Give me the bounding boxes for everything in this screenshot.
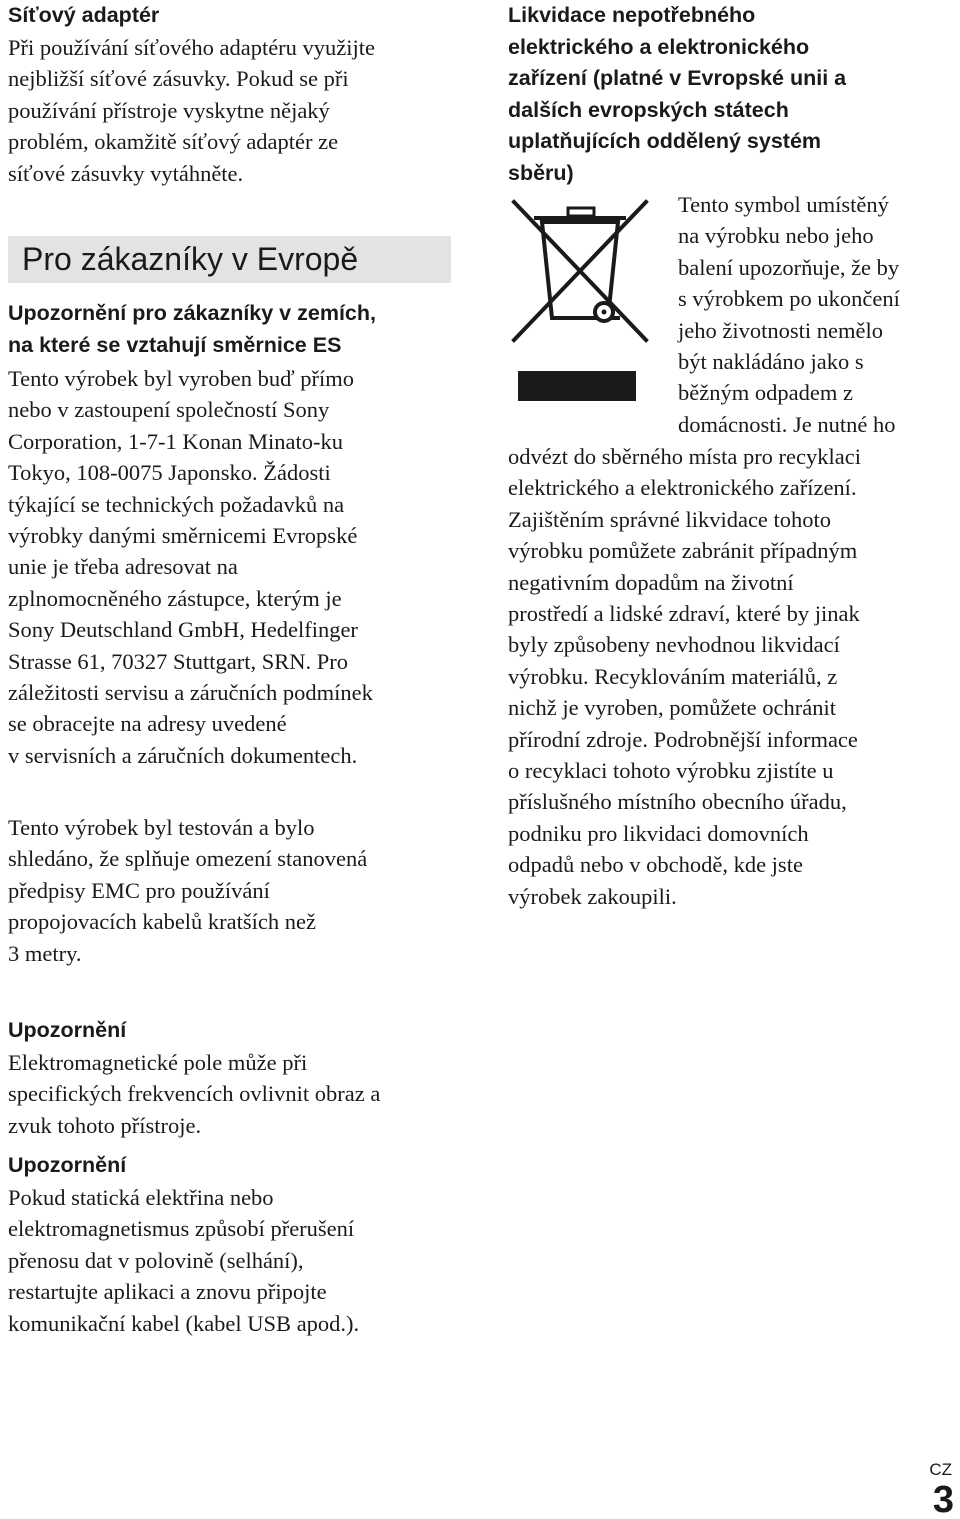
disposal-text-beside-icon: Tento symbol umístěný na výrobku nebo jeho balení upozorňuje, že by s výrobkem po ukončení jeho životnosti nemělo být nakládáno jako s běžným odpadem z domácnosti. Je nutné ho: [678, 192, 900, 437]
eu-notice-text: Tento výrobek byl vyroben buď přímo nebo v zastoupení společností Sony Corporation, 1-7-1 Konan Minato-ku Tokyo, 108-0075 Japonsko. Žádosti týkající se technických požadavků na výrobky danými směrnicemi Evropské unie je třeba adresovat na zplnomocněného zástupce, kterým je Sony Deutschland GmbH, Hedelfinger Strasse 61, 70327 Stuttgart, SRN. Pro záležitosti servisu a záručních podmínek se obracejte na adresy uvedené v servisních a záručních dokumentech.: [8, 366, 373, 768]
europe-banner: Pro zákazníky v Evropě: [8, 236, 451, 283]
disposal-heading: Likvidace nepotřebného elektrického a elektronického zařízení (platné v Evropské unii a dalších evropských státech uplatňujících oddělený systém sběru): [508, 3, 847, 185]
crossed-out-wheelie-bin-icon: [508, 196, 652, 412]
adapter-text: Při používání síťového adaptéru využijte nejbližší síťové zásuvky. Pokud se při používání přístroje vyskytne nějaký problém, okamžitě síťový adaptér ze síťové zásuvky vytáhněte.: [8, 35, 376, 186]
eu-notice-heading: Upozornění pro zákazníky v zemích, na které se vztahují směrnice ES: [8, 301, 376, 357]
disposal-text: odvézt do sběrného místa pro recyklaci elektrického a elektronického zařízení. Zajištěním správné likvidace tohoto výrobku pomůžete zabránit případným negativním dopadům na životní prostředí a lidské zdraví, které by jinak byly způsobeny nevhodnou likvidací výrobku. Recyklováním materiálů, z nichž je vyroben, pomůžete ochránit přírodní zdroje. Podrobnější informace o recyklaci tohoto výrobku zjistíte u příslušného místního obecního úřadu, podniku pro likvidaci domovních odpadů nebo v obchodě, kde jste výrobek zakoupili.: [508, 444, 862, 909]
emc-text: Tento výrobek byl testován a bylo shledáno, že splňuje omezení stanovená předpisy EMC pro používání propojovacích kabelů kratších než 3 metry.: [8, 815, 368, 966]
warning-text-2: Pokud statická elektřina nebo elektromagnetismus způsobí přerušení přenosu dat v polovině (selhání), restartujte aplikaci a znovu připojte komunikační kabel (kabel USB apod.).: [8, 1185, 360, 1336]
page-language-label: CZ: [929, 1460, 952, 1479]
warning-heading-1: Upozornění: [8, 1018, 127, 1042]
page-number: 3: [932, 1479, 954, 1519]
adapter-heading: Síťový adaptér: [8, 3, 160, 27]
warning-text-1: Elektromagnetické pole může při specifických frekvencích ovlivnit obraz a zvuk tohoto přístroje.: [8, 1050, 381, 1138]
warning-heading-2: Upozornění: [8, 1153, 127, 1177]
